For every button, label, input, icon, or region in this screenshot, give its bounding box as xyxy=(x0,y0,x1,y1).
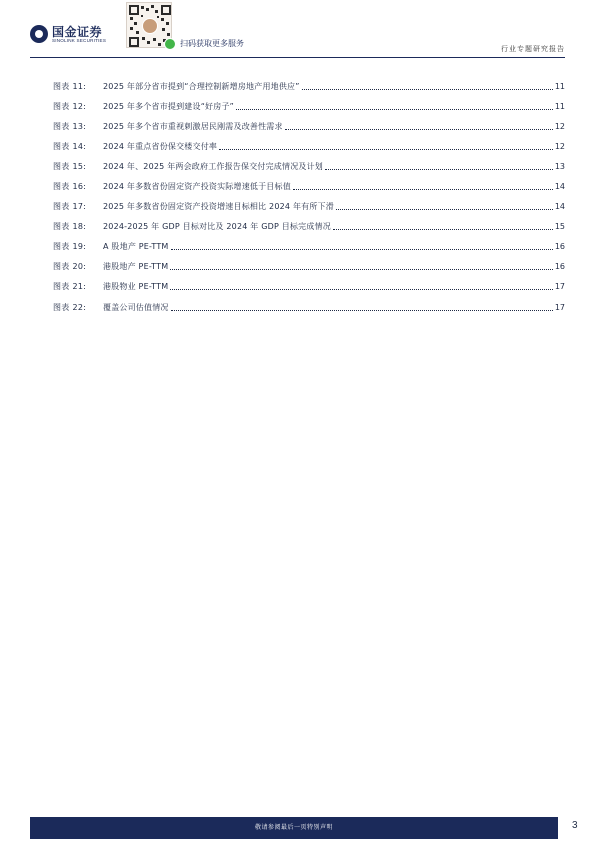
toc-entry-label: 图表 14: xyxy=(53,141,87,151)
toc-entry-title: 2024 年多数省份固定资产投资实际增速低于目标值 xyxy=(103,182,291,192)
qr-module xyxy=(141,15,143,17)
toc-entry-label: 图表 18: xyxy=(53,222,87,232)
toc-dot-leader xyxy=(302,81,553,90)
qr-module xyxy=(166,22,169,25)
toc-entry-page: 13 xyxy=(554,161,565,171)
toc-entry-title: 2025 年多数省份固定资产投资增速目标相比 2024 年有所下滑 xyxy=(103,202,334,212)
toc-entry[interactable] xyxy=(53,156,565,176)
toc-entry-label: 图表 13: xyxy=(53,121,87,131)
toc-entry-label: 图表 16: xyxy=(53,182,87,192)
page-number: 3 xyxy=(572,820,578,831)
toc-entry-label: 图表 17: xyxy=(53,202,87,212)
qr-module xyxy=(167,33,170,36)
toc-entry[interactable] xyxy=(53,96,565,116)
qr-module xyxy=(130,27,133,30)
toc-entry-label: 图表 11: xyxy=(53,81,87,91)
toc-entry-label: 图表 19: xyxy=(53,242,87,252)
toc-entry-page: 17 xyxy=(554,282,565,292)
toc-entry[interactable] xyxy=(53,257,565,277)
qr-module xyxy=(134,22,137,25)
toc-entry-page: 14 xyxy=(554,182,565,192)
toc-entry[interactable] xyxy=(53,136,565,156)
toc-dot-leader xyxy=(170,261,553,270)
qr-module xyxy=(142,37,145,40)
footer-bar xyxy=(30,817,558,839)
toc-entry-title: 2025 年部分省市提到“合理控制新增房地产用地供应” xyxy=(103,81,300,91)
qr-module xyxy=(158,43,161,46)
toc-entry-title: 2024 年、2025 年两会政府工作报告保交付完成情况及计划 xyxy=(103,161,324,171)
disclaimer-note: 敬请参阅最后一页特别声明 xyxy=(254,824,333,831)
toc-entry[interactable] xyxy=(53,237,565,257)
toc-entry-page: 14 xyxy=(554,202,565,212)
qr-module xyxy=(136,31,139,34)
toc-dot-leader xyxy=(171,241,553,250)
page-header xyxy=(0,0,595,66)
logo-chinese-name: 国金证券 xyxy=(52,25,103,39)
toc-entry-page: 11 xyxy=(554,101,565,111)
qr-module xyxy=(153,38,156,41)
qr-module xyxy=(146,8,149,11)
toc-dot-leader xyxy=(333,221,553,230)
toc-entry-page: 16 xyxy=(554,262,565,272)
toc-entry-title: 2025 年多个省市提到建设“好房子” xyxy=(103,101,234,111)
qr-module xyxy=(155,10,158,13)
toc-dot-leader xyxy=(293,181,553,190)
qr-module xyxy=(129,5,139,15)
qr-module xyxy=(157,16,159,18)
toc-entry-title: 2024 年重点省份保交楼交付率 xyxy=(103,141,218,151)
toc-dot-leader xyxy=(236,101,553,110)
qr-module xyxy=(129,37,139,47)
toc-entry[interactable] xyxy=(53,297,565,317)
logo-english-name: SINOLINK SECURITIES xyxy=(52,38,107,43)
toc-dot-leader xyxy=(219,141,553,150)
toc-dot-leader xyxy=(325,161,553,170)
toc-entry-page: 12 xyxy=(554,141,565,151)
qr-module xyxy=(141,6,144,9)
toc-entry-label: 图表 20: xyxy=(53,262,87,272)
toc-dot-leader xyxy=(336,201,553,210)
toc-entry[interactable] xyxy=(53,76,565,96)
qr-module xyxy=(151,5,154,8)
toc-entry-title: 港股物业 PE-TTM xyxy=(103,282,169,292)
qr-module xyxy=(130,17,133,20)
qr-module xyxy=(161,5,171,15)
toc-entry-label: 图表 12: xyxy=(53,101,87,111)
toc-entry-page: 12 xyxy=(554,121,565,131)
company-logo xyxy=(30,23,122,47)
qr-module xyxy=(147,41,150,44)
qr-center-badge xyxy=(142,18,158,34)
toc-dot-leader xyxy=(285,121,553,130)
figure-index-list xyxy=(53,76,565,317)
sinolink-logo-icon xyxy=(30,25,48,43)
toc-entry-label: 图表 21: xyxy=(53,282,87,292)
toc-entry-label: 图表 15: xyxy=(53,161,87,171)
toc-dot-leader xyxy=(170,281,553,290)
report-type-label: 行业专题研究报告 xyxy=(501,45,565,53)
toc-entry[interactable] xyxy=(53,217,565,237)
toc-entry-page: 16 xyxy=(554,242,565,252)
toc-entry[interactable] xyxy=(53,176,565,196)
toc-dot-leader xyxy=(171,302,553,311)
toc-entry[interactable] xyxy=(53,197,565,217)
toc-entry-title: 港股地产 PE-TTM xyxy=(103,262,169,272)
qr-module xyxy=(162,28,165,31)
toc-entry-page: 11 xyxy=(554,81,565,91)
toc-entry-page: 17 xyxy=(554,302,565,312)
scan-for-services-text: 扫码获取更多服务 xyxy=(180,39,244,48)
wechat-icon xyxy=(164,38,176,50)
toc-entry-label: 图表 22: xyxy=(53,302,87,312)
toc-entry-page: 15 xyxy=(554,222,565,232)
toc-entry-title: 覆盖公司估值情况 xyxy=(103,302,169,312)
toc-entry-title: A 股地产 PE-TTM xyxy=(103,242,169,252)
toc-entry[interactable] xyxy=(53,116,565,136)
header-divider xyxy=(30,57,565,58)
toc-entry-title: 2024-2025 年 GDP 目标对比及 2024 年 GDP 目标完成情况 xyxy=(103,222,331,232)
toc-entry[interactable] xyxy=(53,277,565,297)
qr-module xyxy=(161,18,164,21)
toc-entry-title: 2025 年多个省市重视刺激居民刚需及改善性需求 xyxy=(103,121,283,131)
